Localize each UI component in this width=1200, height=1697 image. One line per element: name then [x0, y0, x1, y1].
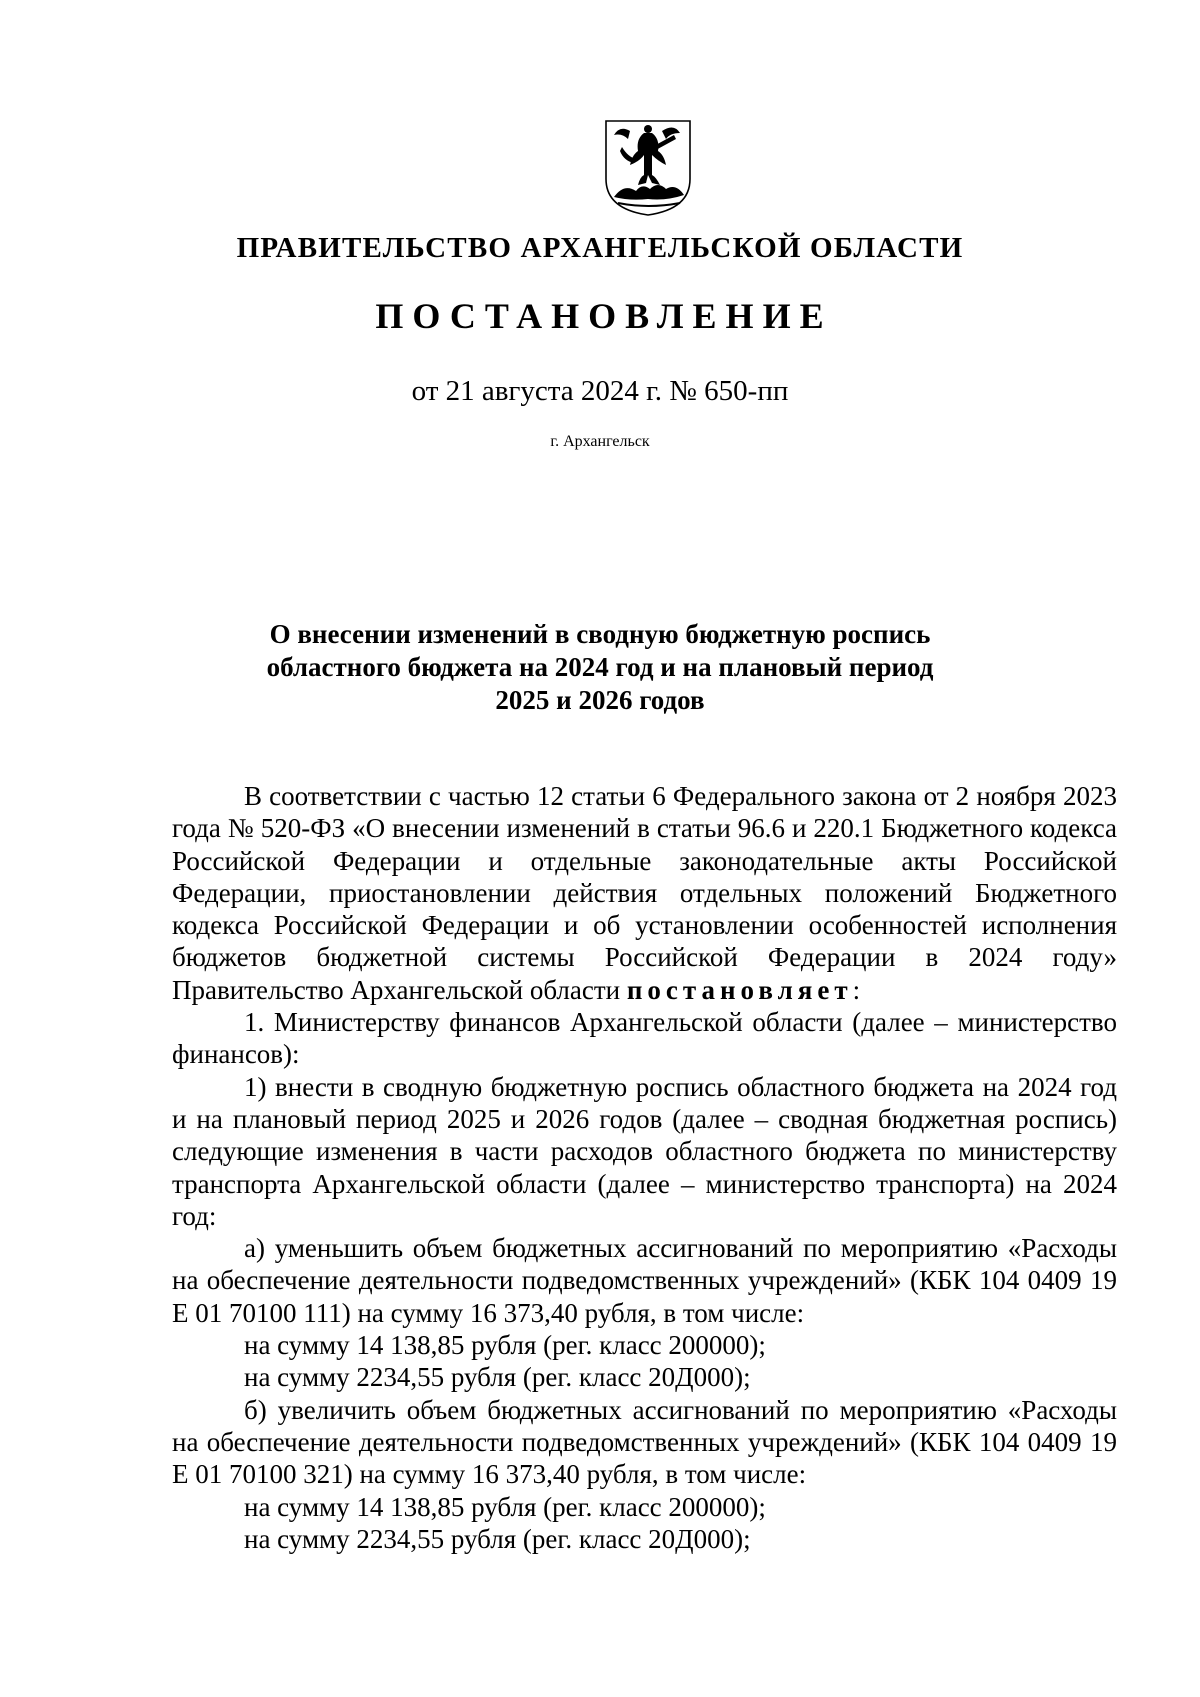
item-a: а) уменьшить объем бюджетных ассигнований по мероприятию «Расходы на обеспечение деятельности подведомственных учреждений» (КБК 104 0409 19 Е 01 70100 111) на сумму 16 373,40 рубля, в том числе: — [172, 1233, 1117, 1328]
item-b-amount-2: на сумму 2234,55 рубля (рег. класс 20Д000); — [244, 1523, 751, 1554]
title-line: О внесении изменений в сводную бюджетную роспись — [269, 619, 931, 649]
document-body — [172, 780, 1117, 1555]
item-b-amount-1: на сумму 14 138,85 рубля (рег. класс 200000); — [244, 1491, 766, 1522]
document-city: г. Архангельск — [550, 433, 650, 450]
item-a-amount-2: на сумму 2234,55 рубля (рег. класс 20Д000); — [244, 1362, 751, 1393]
coat-of-arms-emblem — [600, 117, 696, 217]
document-type: ПОСТАНОВЛЕНИЕ — [375, 296, 833, 336]
paragraph-1: 1. Министерству финансов Архангельской области (далее – министерство финансов): — [172, 1007, 1117, 1070]
decree-colon: : — [852, 974, 861, 1005]
item-a-amount-1: на сумму 14 138,85 рубля (рег. класс 200000); — [244, 1330, 766, 1361]
title-line: областного бюджета на 2024 год и на плановый период — [266, 652, 934, 682]
intro-paragraph — [172, 780, 1117, 1006]
government-name: ПРАВИТЕЛЬСТВО АРХАНГЕЛЬСКОЙ ОБЛАСТИ — [236, 232, 964, 264]
subparagraph-1: 1) внести в сводную бюджетную роспись областного бюджета на 2024 год и на плановый период 2025 и 2026 годов (далее – сводная бюджетная роспись) следующие изменения в части расходов областного бюджета по министерству транспорта Архангельской области (далее – министерство транспорта) на 2024 год: — [172, 1071, 1117, 1231]
document-title — [250, 618, 950, 717]
intro-text: В соответствии с частью 12 статьи 6 Федерального закона от 2 ноября 2023 года № 520-ФЗ «О внесении изменений в статьи 96.6 и 220.1 Бюджетного кодекса Российской Федерации и отдельные законодательные акты Российской Федерации, приостановлении действия отдельных положений Бюджетного кодекса Российской Федерации и об установлении особенностей исполнения бюджетов бюджетной системы Российской Федерации в 2024 году» Правительство Архангельской области — [172, 781, 1117, 1005]
document-date-number: от 21 августа 2024 г. № 650-пп — [411, 375, 789, 407]
item-b: б) увеличить объем бюджетных ассигнований по мероприятию «Расходы на обеспечение деятельности подведомственных учреждений» (КБК 104 0409 19 Е 01 70100 321) на сумму 16 373,40 рубля, в том числе: — [172, 1394, 1117, 1490]
decree-word: постановляет — [626, 974, 853, 1005]
title-line: 2025 и 2026 годов — [495, 685, 705, 715]
